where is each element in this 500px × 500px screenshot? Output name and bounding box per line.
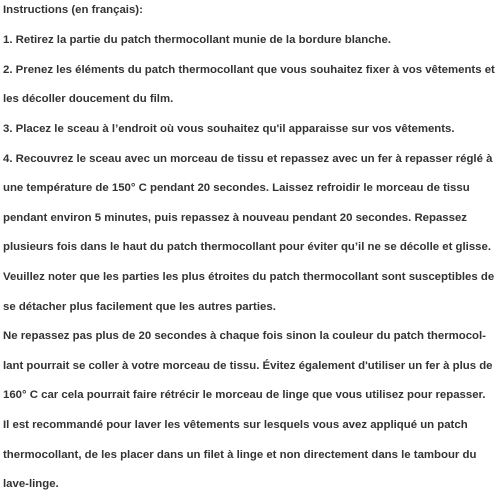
instruction-line: pendant environ 5 minutes, puis repassez à nouveau pendant 20 secondes. Repassez xyxy=(3,212,467,224)
instruction-line: 2. Prenez les éléments du patch thermocollant que vous souhaitez fixer à vos vêtements et xyxy=(3,64,495,76)
instruction-line: plusieurs fois dans le haut du patch thermocollant pour éviter qu’il ne se décolle et glisse. xyxy=(3,241,492,253)
instruction-line: Ne repassez pas plus de 20 secondes à chaque fois sinon la couleur du patch thermocol- xyxy=(3,330,486,342)
instruction-line: 3. Placez le sceau à l’endroit où vous souhaitez qu'il apparaisse sur vos vêtements. xyxy=(3,123,455,135)
instruction-line: une température de 150° C pendant 20 secondes. Laissez refroidir le morceau de tissu xyxy=(3,182,470,194)
instruction-line: Il est recommandé pour laver les vêtements sur lesquels vous avez appliqué un patch xyxy=(3,419,468,431)
instruction-line: Veuillez noter que les parties les plus étroites du patch thermocollant sont susceptibles de xyxy=(3,271,495,283)
instructions-heading: Instructions (en français): xyxy=(3,4,143,16)
instruction-line: se détacher plus facilement que les autres parties. xyxy=(3,301,276,313)
instruction-line: 160° C car cela pourrait faire rétrécir le morceau de linge que vous utilisez pour repasser. xyxy=(3,389,486,401)
instruction-line: 4. Recouvrez le sceau avec un morceau de tissu et repassez avec un fer à repasser réglé à xyxy=(3,153,493,165)
instruction-line: les décoller doucement du film. xyxy=(3,93,174,105)
instruction-line: thermocollant, de les placer dans un filet à linge et non directement dans le tambour du xyxy=(3,449,477,461)
instruction-line: lave-linge. xyxy=(3,478,59,490)
instruction-line: lant pourrait se coller à votre morceau de tissu. Évitez également d'utiliser un fer à plus de xyxy=(3,360,493,372)
instruction-line: 1. Retirez la partie du patch thermocollant munie de la bordure blanche. xyxy=(3,34,391,46)
